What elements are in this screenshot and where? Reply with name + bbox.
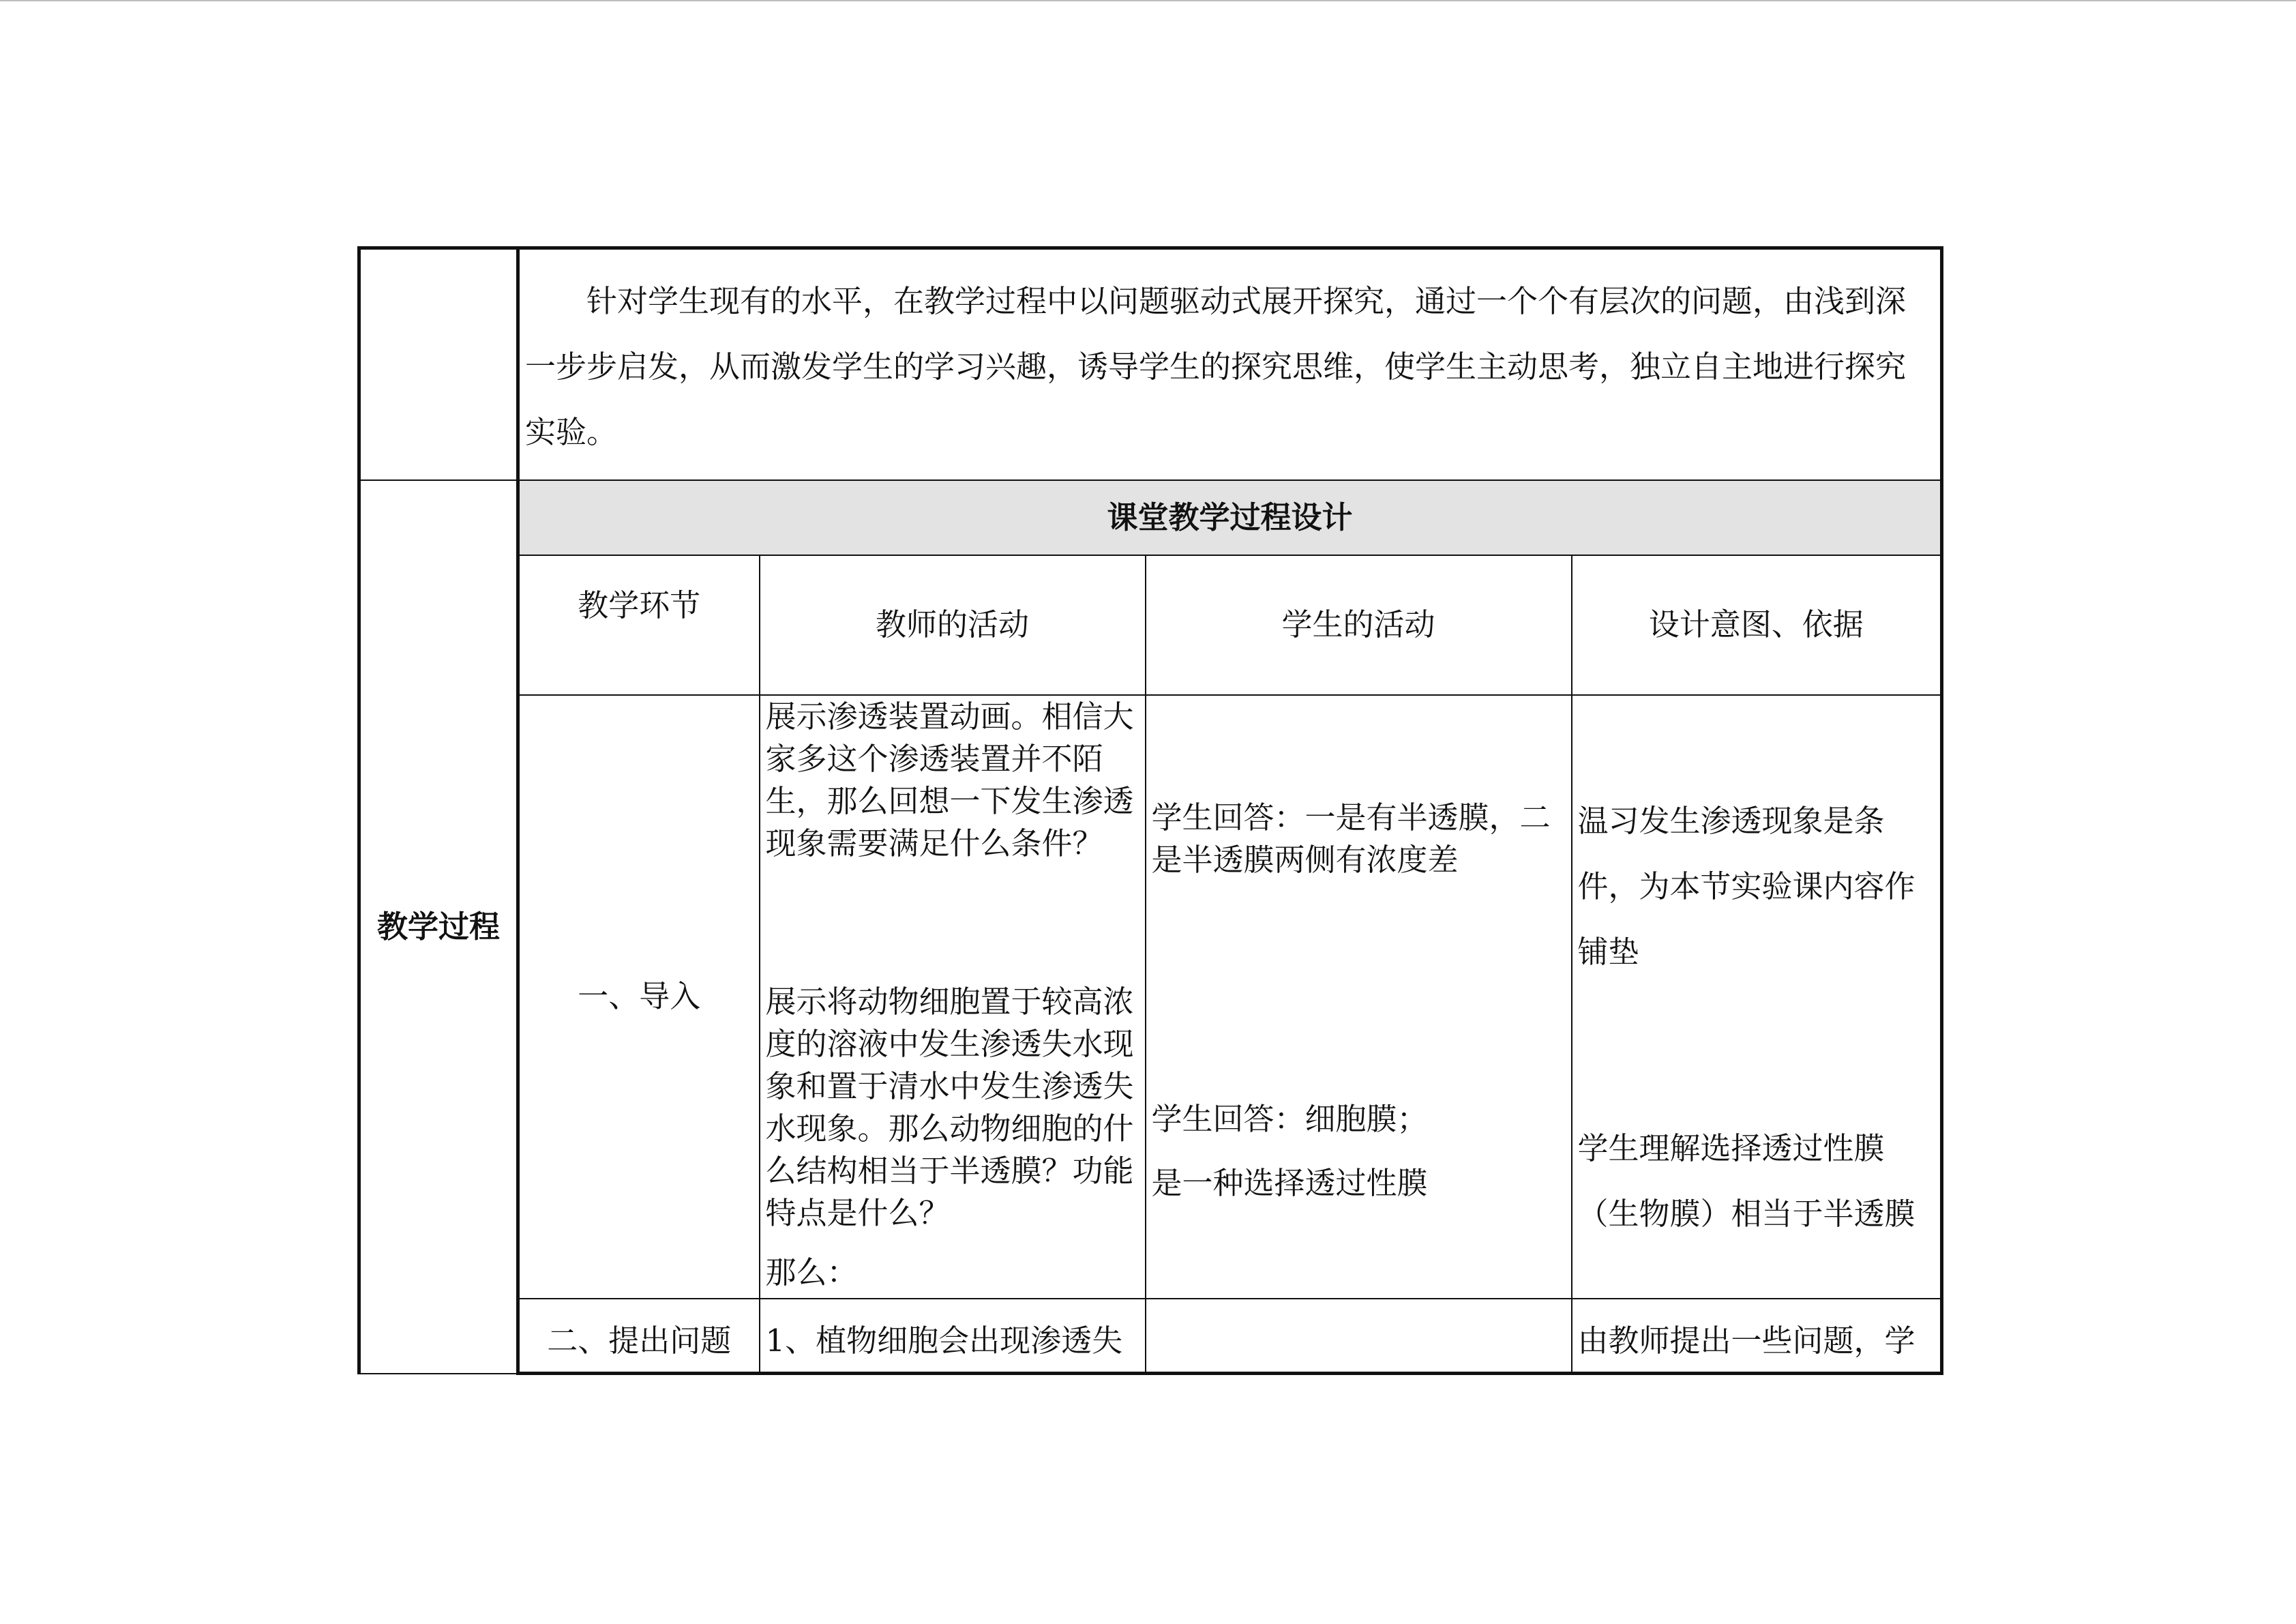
row-question-teacher: 1、植物细胞会出现渗透失 <box>765 1322 1123 1359</box>
row-intro-intent-cell <box>1572 695 1942 1299</box>
row-question-student <box>1146 1299 1571 1320</box>
row-intro-teacher-3: 那么： <box>765 1254 858 1290</box>
row-question-intent-cell <box>1572 1299 1942 1374</box>
row-intro-stage: 一、导入 <box>578 977 701 1014</box>
row-intro-teacher-2: 展示将动物细胞置于较高浓度的溶液中发生渗透失水现象和置于清水中发生渗透失水现象。那么动物细胞的什么结构相当于半透膜？功能特点是什么？ <box>765 983 1134 1231</box>
row-intro-student-2a: 学生回答：细胞膜； <box>1151 1100 1428 1137</box>
empty-label-cell <box>359 248 518 480</box>
row-question-teacher-cell <box>760 1299 1146 1374</box>
header-stage-text: 教学环节 <box>578 587 701 623</box>
header-teacher <box>760 555 1146 695</box>
row-intro-stage-cell <box>518 695 760 1299</box>
row-intro-student-2b: 是一种选择透过性膜 <box>1151 1164 1428 1201</box>
header-student-text: 学生的活动 <box>1281 606 1435 643</box>
row-intro-teacher-cell <box>760 695 1146 1299</box>
page-top-rule <box>0 0 2296 1</box>
header-teacher-text: 教师的活动 <box>875 606 1029 643</box>
header-intent-text: 设计意图、依据 <box>1648 606 1864 643</box>
lesson-plan-table <box>357 246 1943 1375</box>
row-intro-student-1: 学生回答：一是有半透膜，二是半透膜两侧有浓度差 <box>1151 799 1551 878</box>
intro-cell <box>518 248 1942 480</box>
intro-paragraph: 针对学生现有的水平，在教学过程中以问题驱动式展开探究，通过一个个有层次的问题，由浅到深一步步启发，从而激发学生的学习兴趣，诱导学生的探究思维，使学生主动思考，独立自主地进行探究实验。 <box>525 283 1907 450</box>
design-banner <box>518 480 1942 555</box>
row-question-intent: 由教师提出一些问题，学 <box>1577 1322 1915 1359</box>
row-intro-student-cell <box>1146 695 1572 1299</box>
header-student <box>1146 555 1572 695</box>
header-stage <box>518 555 760 695</box>
section-label-teaching-process <box>359 480 518 1374</box>
section-label-text: 教学过程 <box>376 908 500 945</box>
row-question-student-cell <box>1146 1299 1572 1374</box>
row-question-stage-cell <box>518 1299 760 1374</box>
header-intent <box>1572 555 1942 695</box>
design-banner-text: 课堂教学过程设计 <box>1107 499 1353 535</box>
row-question-stage: 二、提出问题 <box>547 1322 732 1359</box>
row-intro-intent-2: 学生理解选择透过性膜（生物膜）相当于半透膜 <box>1577 1130 1915 1232</box>
row-intro-intent-1: 温习发生渗透现象是条件，为本节实验课内容作铺垫 <box>1577 802 1915 970</box>
row-intro-teacher-1: 展示渗透装置动画。相信大家多这个渗透装置并不陌生，那么回想一下发生渗透现象需要满足什么条件？ <box>765 698 1134 861</box>
